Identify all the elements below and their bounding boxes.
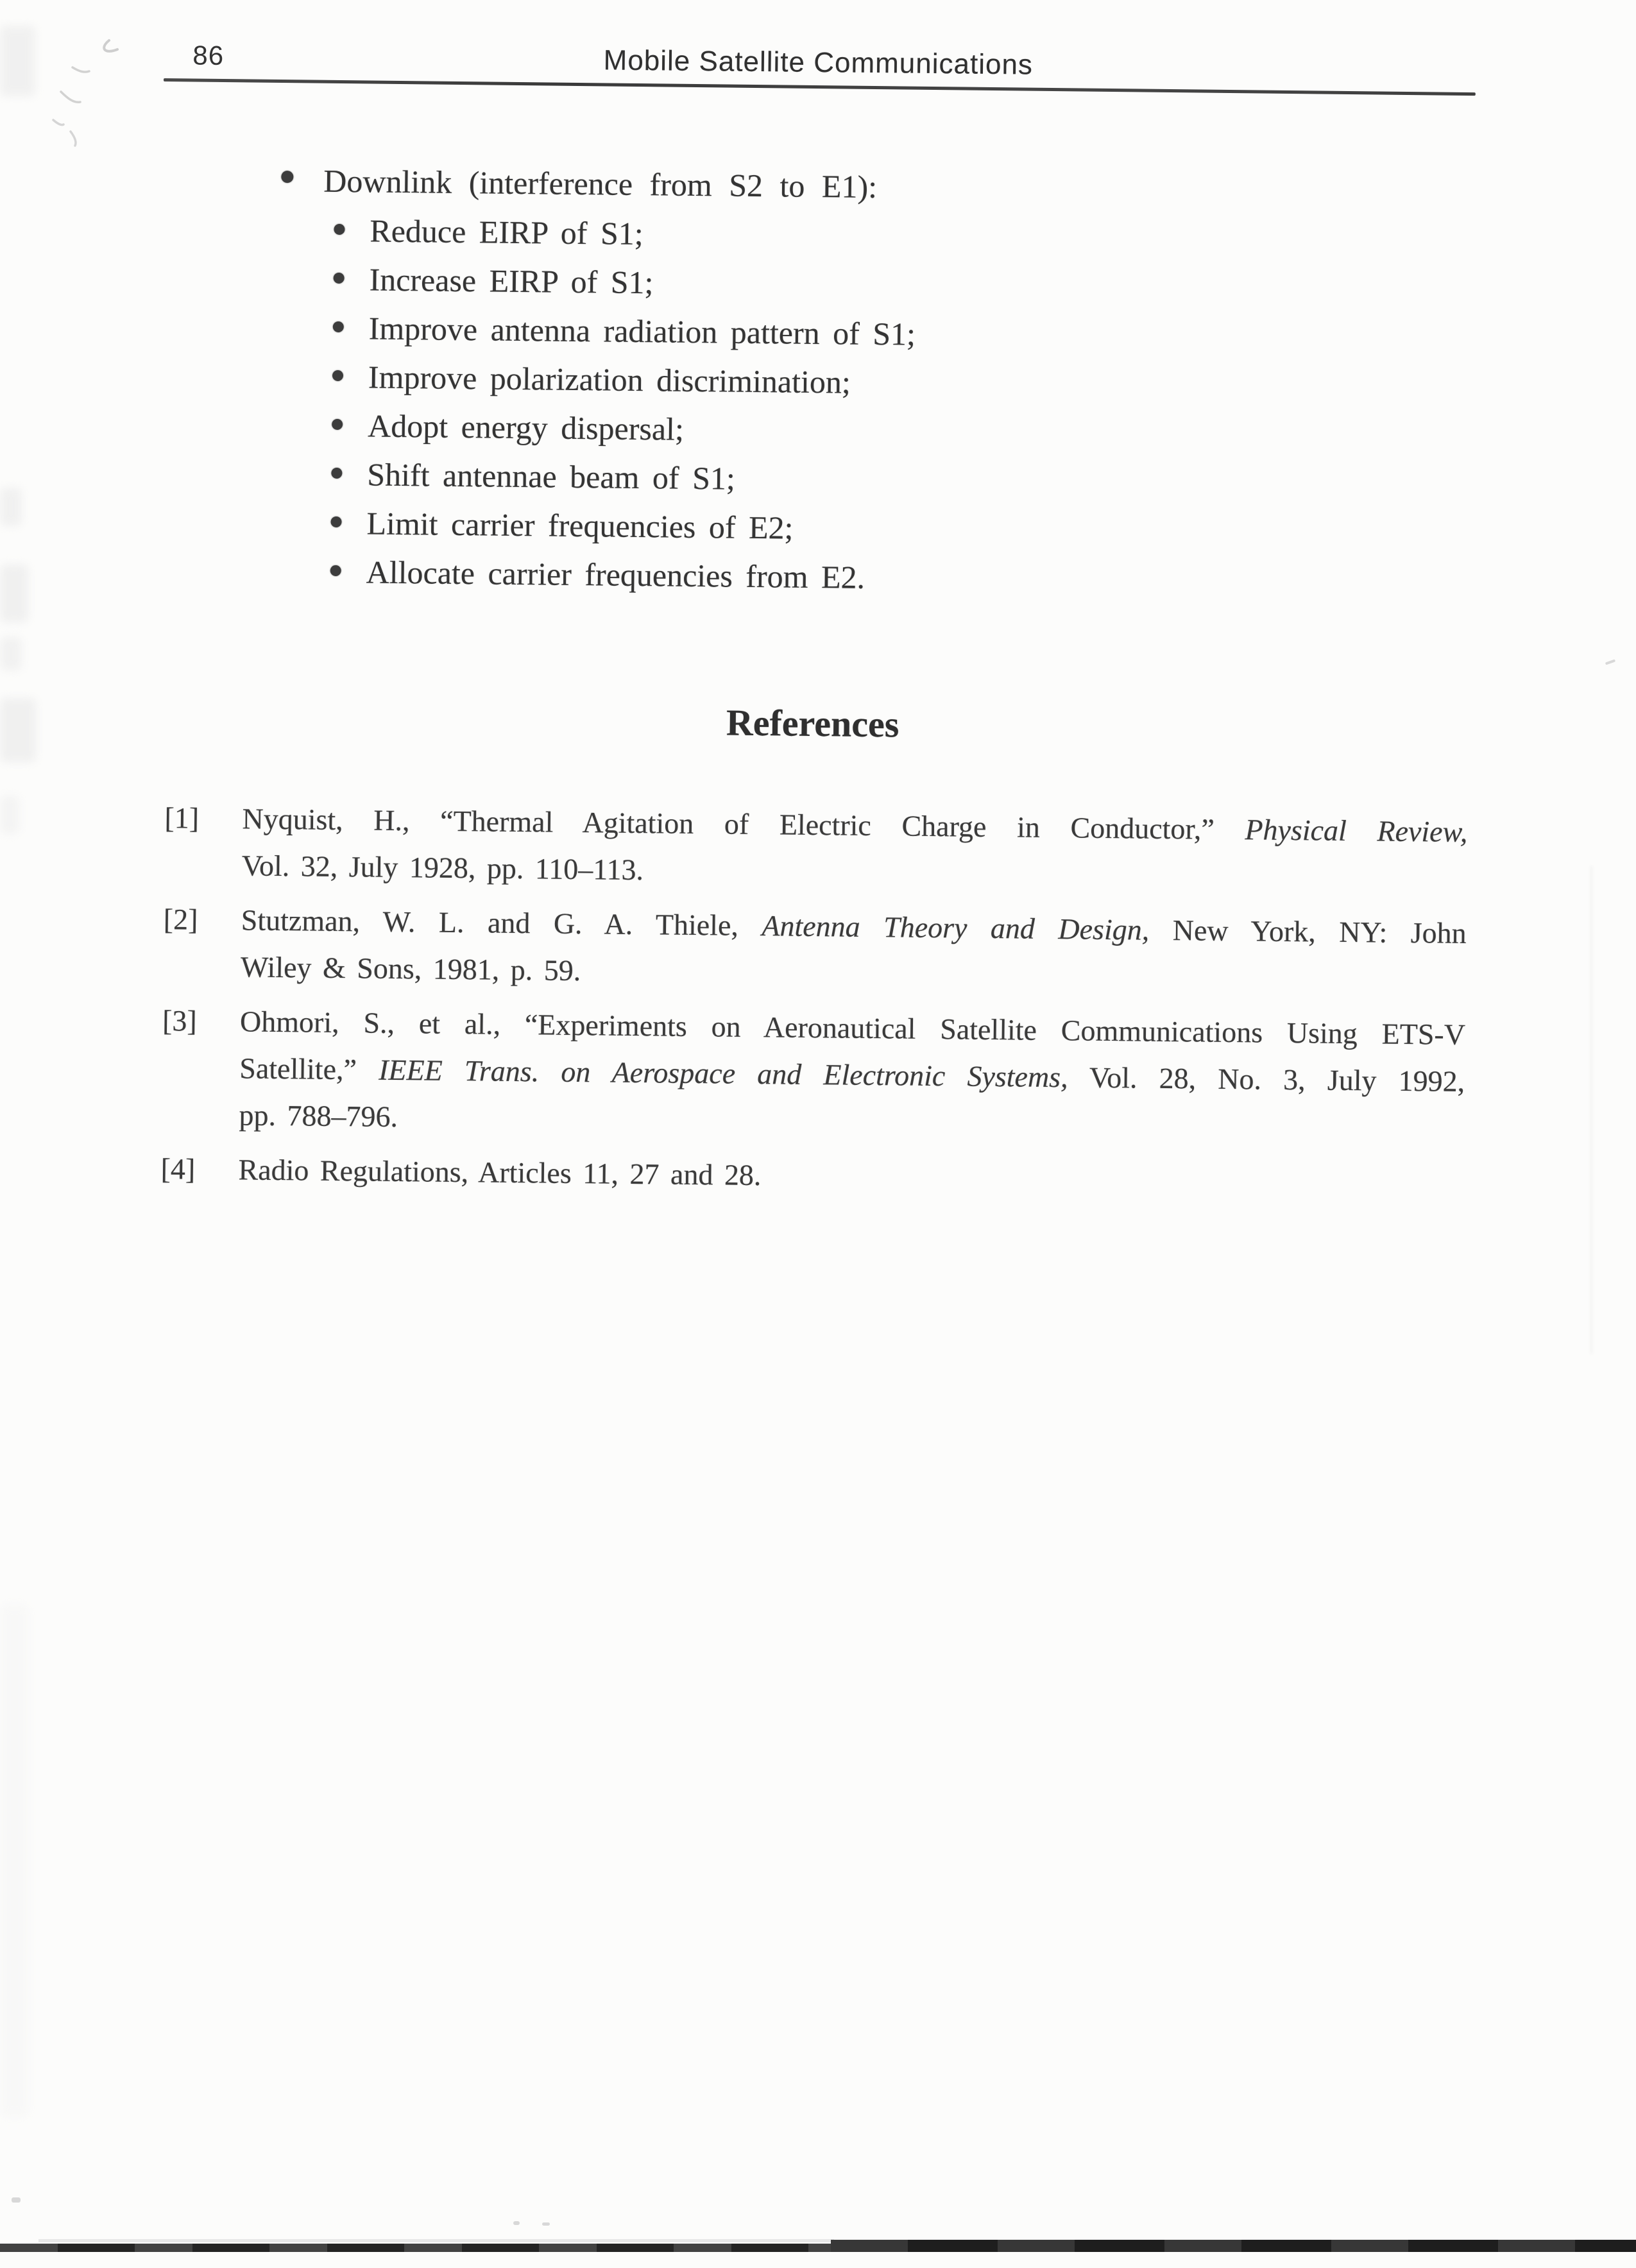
reference-text-part: Ohmori, S., et al., “Experiments on Aeronautical Satellite Communications Using ETS-V	[239, 1005, 1466, 1052]
references-list	[151, 794, 1468, 1206]
scan-smudge	[0, 565, 28, 622]
running-title: Mobile Satellite Communications	[603, 44, 1034, 81]
reference-text-part: Radio Regulations, Articles 11, 27 and 28.	[238, 1153, 762, 1192]
sub-bullet-text: Adopt energy dispersal;	[367, 407, 685, 447]
reference-text-part: Vol. 32, July 1928, pp. 110–113.	[241, 849, 644, 887]
sub-bullet-list	[330, 206, 1424, 608]
reference-text-part: Wiley & Sons, 1981, p. 59.	[240, 950, 581, 987]
scan-smudge	[0, 488, 22, 526]
page-number: 86	[192, 40, 225, 71]
reference-label: [1]	[164, 801, 200, 835]
reference-text-part: Physical Review,	[1245, 813, 1468, 849]
bullet-icon	[331, 468, 342, 479]
reference-text-part: pp. 788–796.	[239, 1098, 398, 1134]
reference-line	[238, 1146, 1464, 1206]
sub-bullet-text: Increase EIRP of S1;	[369, 261, 654, 301]
bullet-icon	[332, 370, 343, 381]
bullet-icon	[332, 419, 343, 430]
sub-bullet-text: Reduce EIRP of S1;	[370, 212, 644, 252]
scan-bottom-band	[0, 2244, 837, 2252]
reference-text-part: Satellite,”	[239, 1052, 379, 1086]
reference-label: [2]	[163, 903, 198, 936]
scan-bottom-band	[831, 2240, 1636, 2252]
reference-item	[152, 997, 1465, 1152]
bullet-icon	[334, 224, 345, 235]
scan-speck	[513, 2221, 520, 2225]
scan-speck	[12, 2197, 21, 2203]
reference-text-part: Antenna Theory and Design,	[762, 909, 1150, 946]
scan-bottom-gap-line	[38, 2239, 834, 2242]
scan-crease	[1590, 866, 1592, 1354]
reference-label: [4]	[160, 1152, 196, 1186]
scan-smudge	[0, 796, 19, 834]
pencil-mark	[35, 22, 151, 164]
sub-bullet-text: Shift antennae beam of S1;	[367, 456, 736, 497]
sub-bullet-text: Improve antenna radiation pattern of S1;	[368, 310, 916, 352]
reference-text-part: Stutzman, W. L. and G. A. Thiele,	[241, 903, 762, 942]
reference-text-part: IEEE Trans. on Aerospace and Electronic Systems,	[378, 1053, 1068, 1094]
bullet-text: Downlink (interference from S2 to E1):	[323, 162, 878, 205]
bullet-icon	[334, 273, 345, 284]
bullet-icon	[330, 565, 341, 576]
reference-text-part: New York, NY: John	[1148, 913, 1467, 950]
scan-speck	[542, 2222, 550, 2226]
bullet-icon	[333, 321, 344, 332]
reference-text-part: Nyquist, H., “Thermal Agitation of Electric Charge in Conductor,”	[242, 802, 1245, 846]
sub-bullet-text: Improve polarization discrimination;	[368, 359, 851, 400]
reference-item	[155, 794, 1467, 902]
sub-bullet-text: Allocate carrier frequencies from E2.	[366, 554, 865, 595]
scan-smudge	[0, 637, 22, 670]
scan-smudge	[0, 26, 35, 96]
sub-bullet-text: Limit carrier frequencies of E2;	[366, 505, 794, 546]
scan-smudge	[0, 1604, 29, 2117]
reference-label: [3]	[162, 1004, 198, 1037]
bullet-icon	[330, 516, 341, 527]
references-heading: References	[726, 701, 899, 746]
reference-item	[154, 896, 1467, 1003]
reference-item	[151, 1145, 1464, 1206]
scan-smudge	[0, 698, 36, 762]
bullet-item-downlink	[281, 160, 877, 207]
reference-text-part: Vol. 28, No. 3, July 1992,	[1068, 1061, 1465, 1098]
bullet-icon	[281, 171, 293, 183]
